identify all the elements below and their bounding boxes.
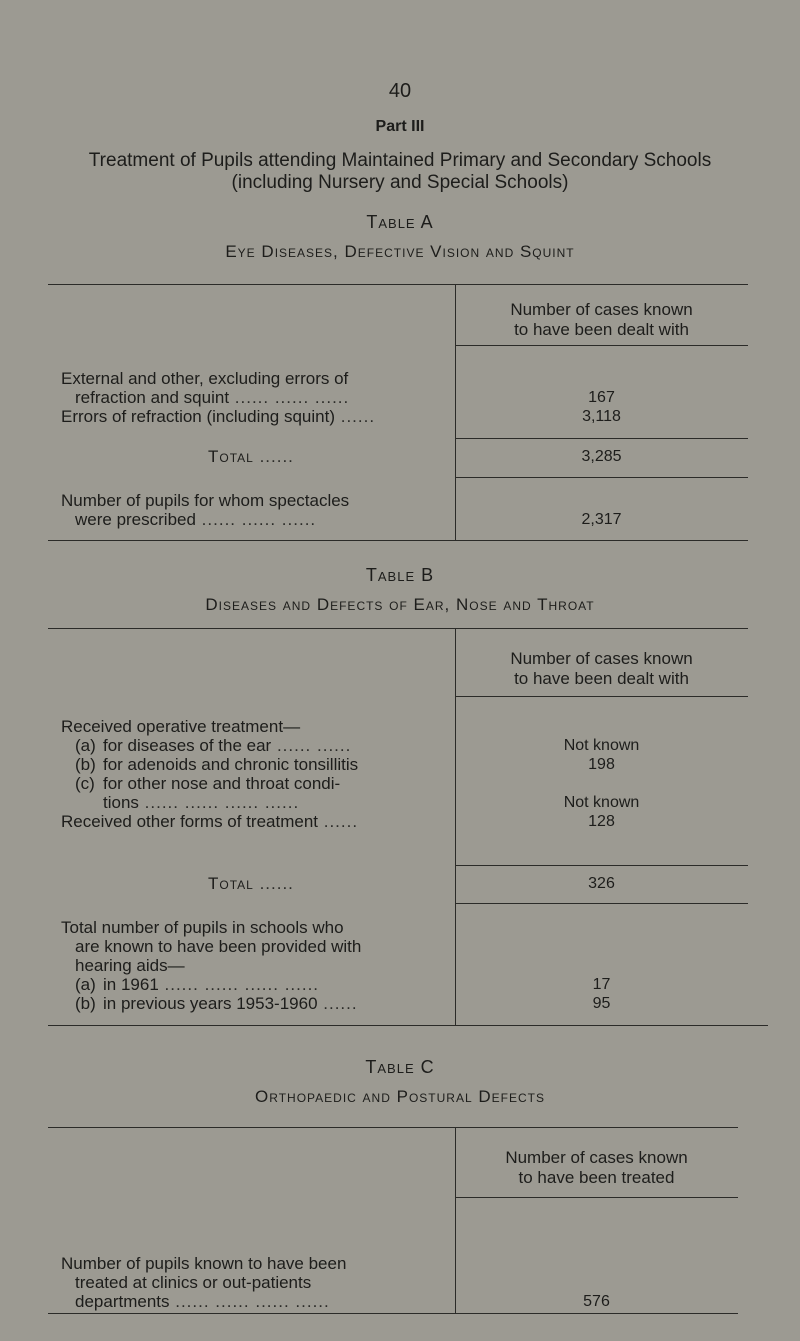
table-a-row-1-value: 167 bbox=[588, 389, 615, 406]
table-c-row-value: 576 bbox=[583, 1293, 610, 1310]
table-a-row-3-text: were prescribed bbox=[75, 510, 196, 529]
table-b-group-2-line-3: hearing aids— bbox=[75, 956, 185, 975]
table-b-group-1: Received operative treatment— bbox=[61, 717, 301, 736]
table-b-item-c-line-2 bbox=[103, 793, 299, 812]
leader-dots: ...... ...... ...... bbox=[229, 388, 350, 407]
table-c-row-line-2: treated at clinics or out-patients bbox=[75, 1273, 312, 1292]
table-b-g2-item-b-label: (b) bbox=[75, 994, 96, 1013]
table-b-top-rule bbox=[48, 628, 748, 629]
table-b-total-label bbox=[208, 874, 294, 893]
table-a-row-2 bbox=[61, 407, 375, 426]
table-b-item-b-label: (b) bbox=[75, 755, 96, 774]
table-a-row-3-value: 2,317 bbox=[581, 511, 622, 528]
table-a-total-label bbox=[208, 447, 294, 466]
table-b-label: Table B bbox=[365, 565, 435, 585]
leader-dots: ...... bbox=[318, 812, 359, 831]
table-c-heading: Orthopaedic and Postural Defects bbox=[255, 1087, 545, 1106]
table-a-row-2-text: Errors of refraction (including squint) bbox=[61, 407, 336, 426]
table-b-col-header-line-1: Number of cases known bbox=[510, 649, 693, 668]
leader-dots: ...... ...... bbox=[271, 736, 352, 755]
table-b-item-a-value: Not known bbox=[563, 737, 640, 754]
table-b-item-b-text: for adenoids and chronic tonsillitis bbox=[103, 755, 359, 774]
table-b-heading: Diseases and Defects of Ear, Nose and Throat bbox=[205, 595, 595, 614]
table-b-g2-item-b-text: in previous years 1953-1960 bbox=[103, 994, 318, 1013]
table-b-item-b-value: 198 bbox=[588, 756, 615, 773]
table-b-other-text: Received other forms of treatment bbox=[61, 812, 319, 831]
table-a-col-header-line-1: Number of cases known bbox=[510, 300, 693, 319]
table-a-row-2-value: 3,118 bbox=[582, 408, 621, 425]
page-number: 40 bbox=[388, 80, 412, 102]
table-a-rule-1 bbox=[455, 438, 748, 439]
table-a-total-value: 3,285 bbox=[581, 448, 622, 465]
table-a-label: Table A bbox=[366, 212, 434, 232]
table-c-row-line-1: Number of pupils known to have been bbox=[61, 1254, 347, 1273]
table-a-heading: Eye Diseases, Defective Vision and Squint bbox=[225, 242, 575, 261]
table-b-g2-item-a-value: 17 bbox=[592, 976, 611, 993]
table-c-col-header-line-2: to have been treated bbox=[518, 1168, 675, 1187]
leader-dots: ...... bbox=[317, 994, 358, 1013]
part-title: Part III bbox=[375, 118, 425, 135]
leader-dots: ...... bbox=[253, 874, 294, 893]
table-b-group-2-line-2: are known to have been provided with bbox=[75, 937, 362, 956]
table-a-row-1-text: refraction and squint bbox=[75, 388, 230, 407]
table-a-column-header bbox=[455, 300, 748, 340]
table-c-bottom-rule bbox=[48, 1313, 738, 1314]
table-a-total-text: Total bbox=[208, 447, 254, 466]
table-a-row-1-line-1: External and other, excluding errors of bbox=[61, 369, 349, 388]
table-a-row-3-line-2 bbox=[75, 510, 316, 529]
table-b-rule-1 bbox=[455, 865, 748, 866]
table-b-col-header-line-2: to have been dealt with bbox=[514, 669, 689, 688]
table-b-g2-item-a-text: in 1961 bbox=[103, 975, 159, 994]
table-a-row-1-line-2 bbox=[75, 388, 349, 407]
table-c-label: Table C bbox=[365, 1057, 435, 1077]
table-b-g2-item-b-value: 95 bbox=[592, 995, 611, 1012]
table-c-row-line-3 bbox=[75, 1292, 330, 1311]
leader-dots: ...... ...... ...... bbox=[195, 510, 317, 529]
table-b-item-a-label: (a) bbox=[75, 736, 96, 755]
table-b-item-a-text: for diseases of the ear bbox=[103, 736, 272, 755]
table-b-rule-2 bbox=[455, 903, 748, 904]
table-b-item-c-text: tions bbox=[103, 793, 139, 812]
table-b-g2-item-a-label: (a) bbox=[75, 975, 96, 994]
table-b-item-a bbox=[103, 736, 351, 755]
leader-dots: ...... bbox=[335, 407, 376, 426]
subtitle-line-2: (including Nursery and Special Schools) bbox=[231, 172, 569, 193]
table-b-g2-item-b bbox=[103, 994, 358, 1013]
table-b-column-header bbox=[455, 649, 748, 689]
table-b-other-value: 128 bbox=[588, 813, 615, 830]
table-b-header-rule bbox=[455, 696, 748, 697]
table-a-rule-2 bbox=[455, 477, 748, 478]
table-a-top-rule bbox=[48, 284, 748, 285]
table-a-bottom-rule bbox=[48, 540, 748, 541]
table-b-item-c-value: Not known bbox=[563, 794, 640, 811]
leader-dots: ...... ...... ...... ...... bbox=[138, 793, 300, 812]
table-b-group-2-line-1: Total number of pupils in schools who bbox=[61, 918, 344, 937]
leader-dots: ...... ...... ...... ...... bbox=[169, 1292, 330, 1311]
table-c-top-rule bbox=[48, 1127, 738, 1128]
leader-dots: ...... bbox=[253, 447, 294, 466]
table-b-other bbox=[61, 812, 358, 831]
table-b-item-c-label: (c) bbox=[75, 774, 95, 793]
table-a-row-3-line-1: Number of pupils for whom spectacles bbox=[61, 491, 350, 510]
table-b-total-value: 326 bbox=[588, 875, 615, 892]
leader-dots: ...... ...... ...... ...... bbox=[158, 975, 320, 994]
table-b-bottom-rule bbox=[48, 1025, 768, 1026]
table-c-row-text: departments bbox=[75, 1292, 170, 1311]
table-a-col-header-line-2: to have been dealt with bbox=[514, 320, 689, 339]
table-c-col-header-line-1: Number of cases known bbox=[505, 1148, 688, 1167]
subtitle-line-1: Treatment of Pupils attending Maintained Primary and Secondary Schools bbox=[88, 150, 712, 171]
table-b-total-text: Total bbox=[208, 874, 254, 893]
table-c-column-header bbox=[455, 1148, 738, 1188]
table-a-header-rule bbox=[455, 345, 748, 346]
table-b-g2-item-a bbox=[103, 975, 319, 994]
table-c-header-rule bbox=[455, 1197, 738, 1198]
table-b-item-c-line-1: for other nose and throat condi- bbox=[103, 774, 341, 793]
